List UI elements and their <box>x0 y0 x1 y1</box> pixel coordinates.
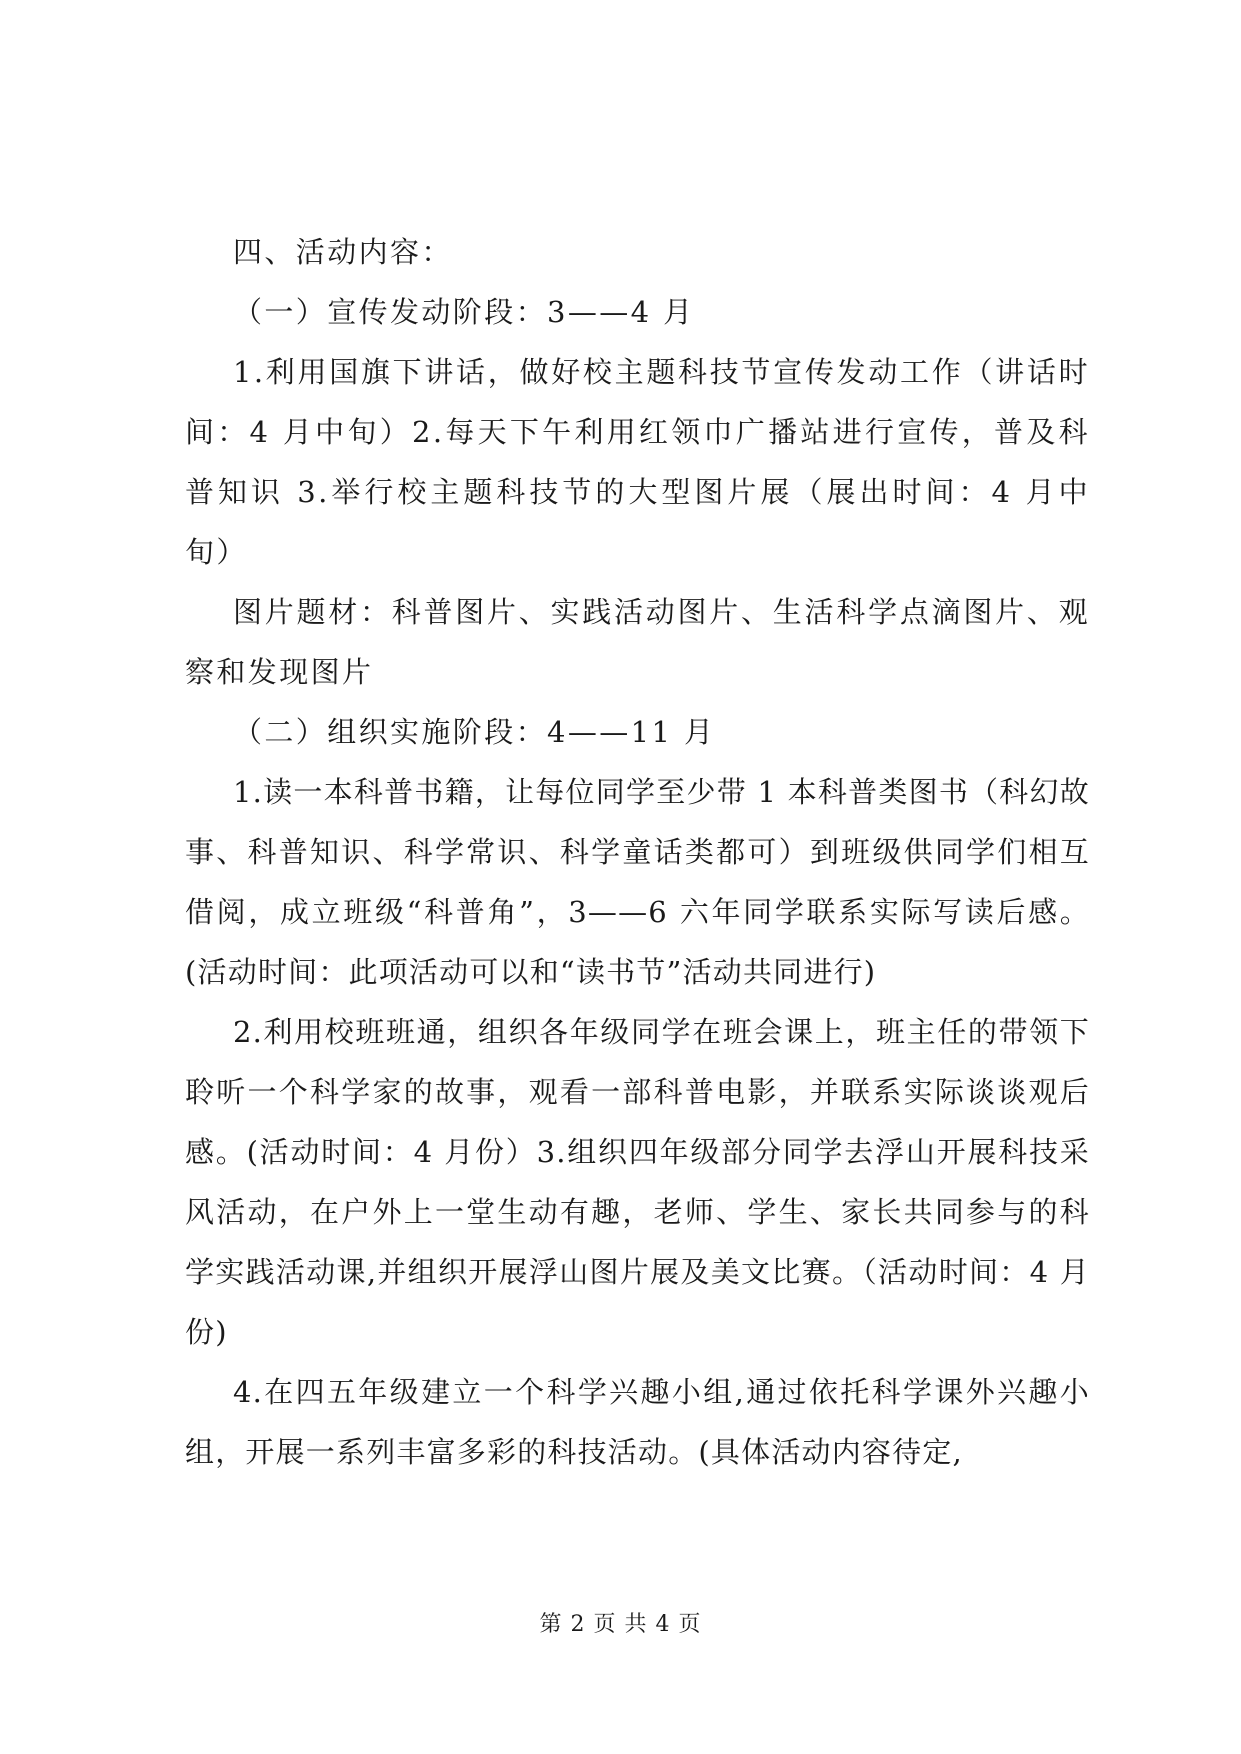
page-number-footer: 第 2 页 共 4 页 <box>539 1612 702 1637</box>
paragraph-class-activity: 2.利用校班班通，组织各年级同学在班会课上，班主任的带领下聆听一个科学家的故事，观看一部科普电影，并联系实际谈谈观后感。(活动时间：4 月份）3.组织四年级部分同学去浮山开展科技采风活动，在户外上一堂生动有趣，老师、学生、家长共同参与的科学实践活动课,并组织开展浮山图片展及美文比赛。（活动时间：4 月份) <box>185 1015 1090 1349</box>
document-body <box>185 222 1090 1482</box>
paragraph-interest-group: 4.在四五年级建立一个科学兴趣小组,通过依托科学课外兴趣小组，开展一系列丰富多彩的科技活动。(具体活动内容待定, <box>185 1375 1090 1469</box>
paragraph-reading-activity: 1.读一本科普书籍，让每位同学至少带 1 本科普类图书（科幻故事、科普知识、科学常识、科学童话类都可）到班级供同学们相互借阅，成立班级“科普角”，3——6 六年同学联系实际写读后感。(活动时间：此项活动可以和“读书节”活动共同进行) <box>185 775 1090 989</box>
section-heading-activity-content: 四、活动内容： <box>233 235 453 269</box>
stage-heading-publicity: （一）宣传发动阶段：3——4 月 <box>233 295 695 329</box>
stage-heading-implementation: （二）组织实施阶段：4——11 月 <box>233 715 716 749</box>
paragraph-picture-themes: 图片题材：科普图片、实践活动图片、生活科学点滴图片、观察和发现图片 <box>185 595 1090 689</box>
paragraph-publicity-items: 1.利用国旗下讲话，做好校主题科技节宣传发动工作（讲话时间：4 月中旬）2.每天下午利用红领巾广播站进行宣传，普及科普知识 3.举行校主题科技节的大型图片展（展出时间：4 月中旬） <box>185 355 1090 569</box>
